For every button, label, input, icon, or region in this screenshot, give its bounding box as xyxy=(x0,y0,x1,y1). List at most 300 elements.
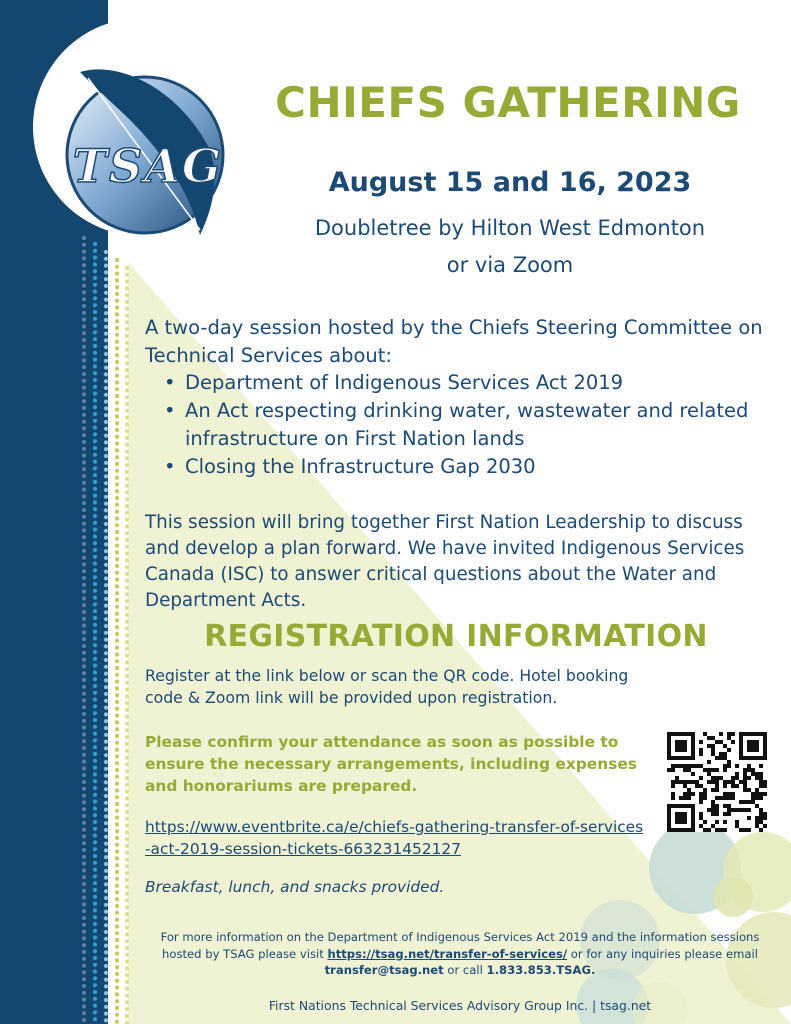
tsag-transfer-link[interactable]: https://tsag.net/transfer-of-services/ xyxy=(327,946,568,961)
decor-dot xyxy=(82,726,86,730)
decor-dot xyxy=(115,924,119,928)
decor-dot xyxy=(104,556,108,560)
decor-dot xyxy=(125,633,129,637)
decor-dot xyxy=(115,863,119,867)
decor-dot xyxy=(82,556,86,560)
decor-dot xyxy=(125,715,129,719)
decor-dot xyxy=(104,264,108,268)
decor-dot xyxy=(115,890,119,894)
decor-dot xyxy=(93,915,97,919)
decor-dot xyxy=(93,412,97,416)
decor-dot xyxy=(104,617,108,621)
decor-dot xyxy=(104,889,108,893)
decor-dot xyxy=(93,711,97,715)
decor-dot xyxy=(93,460,97,464)
decor-dot xyxy=(104,678,108,682)
list-item: • Department of Indigenous Services Act 2019 xyxy=(160,369,760,397)
decor-dot xyxy=(125,688,129,692)
footer-text: or call xyxy=(443,963,487,977)
decor-dot xyxy=(82,678,86,682)
decor-dot xyxy=(104,1005,108,1009)
decor-dot xyxy=(104,1012,108,1016)
decor-dot xyxy=(104,672,108,676)
decor-dot xyxy=(115,584,119,588)
decor-dot xyxy=(82,372,86,376)
decor-dot xyxy=(125,626,129,630)
decor-dot xyxy=(82,284,86,288)
decor-dot xyxy=(93,874,97,878)
decor-dot xyxy=(125,579,129,583)
decor-dot xyxy=(125,844,129,848)
decor-dot xyxy=(93,256,97,260)
decor-dot xyxy=(125,647,129,651)
decor-dot xyxy=(82,270,86,274)
decor-dot xyxy=(104,774,108,778)
decor-dot xyxy=(93,868,97,872)
decor-dot xyxy=(125,796,129,800)
decor-dot xyxy=(125,654,129,658)
decor-dot xyxy=(125,987,129,991)
decor-dot xyxy=(82,250,86,254)
decor-dot xyxy=(115,421,119,425)
decor-dot xyxy=(93,949,97,953)
decor-dot xyxy=(115,272,119,276)
decor-dot xyxy=(115,469,119,473)
decor-dot xyxy=(104,869,108,873)
decor-dot xyxy=(115,884,119,888)
decor-dot xyxy=(104,712,108,716)
decor-dot xyxy=(115,618,119,622)
decor-dot xyxy=(93,589,97,593)
decor-dot xyxy=(125,851,129,855)
decor-dot xyxy=(93,317,97,321)
page-title: CHIEFS GATHERING xyxy=(275,78,741,127)
decor-dot xyxy=(125,463,129,467)
decor-dot xyxy=(115,503,119,507)
decor-dot xyxy=(93,371,97,375)
decor-dot xyxy=(82,902,86,906)
decor-dot xyxy=(104,250,108,254)
decor-dot xyxy=(104,699,108,703)
decor-dot xyxy=(125,348,129,352)
decor-dot xyxy=(115,482,119,486)
decor-dot xyxy=(125,824,129,828)
decor-dot xyxy=(104,447,108,451)
decor-dot xyxy=(93,738,97,742)
decor-dot xyxy=(82,705,86,709)
decor-dot xyxy=(82,848,86,852)
decor-dot xyxy=(104,610,108,614)
decor-dot xyxy=(104,536,108,540)
decor-dot xyxy=(93,718,97,722)
decor-dot xyxy=(104,991,108,995)
decor-dot xyxy=(104,332,108,336)
decor-dot xyxy=(82,1004,86,1008)
decor-dot xyxy=(104,474,108,478)
decor-dot xyxy=(93,895,97,899)
decor-dot xyxy=(125,314,129,318)
decor-dot xyxy=(115,707,119,711)
decor-dot xyxy=(104,406,108,410)
decor-dot xyxy=(125,912,129,916)
decor-dot xyxy=(125,341,129,345)
decor-dot xyxy=(115,911,119,915)
decor-dot xyxy=(104,570,108,574)
decor-dot xyxy=(82,882,86,886)
email-link[interactable]: transfer@tsag.net xyxy=(324,963,444,977)
decor-dot xyxy=(93,630,97,634)
decor-dot xyxy=(82,984,86,988)
decor-dot xyxy=(125,395,129,399)
decor-dot xyxy=(125,898,129,902)
decor-dot xyxy=(125,558,129,562)
decor-dot xyxy=(82,651,86,655)
decor-dot xyxy=(115,829,119,833)
decor-dot xyxy=(125,830,129,834)
decor-dot xyxy=(104,522,108,526)
decor-dot xyxy=(125,620,129,624)
decor-dot xyxy=(82,535,86,539)
decor-dot xyxy=(104,862,108,866)
decor-dot xyxy=(125,871,129,875)
decor-dot xyxy=(104,298,108,302)
decor-dot xyxy=(93,575,97,579)
decor-dot xyxy=(104,1018,108,1022)
decor-dot xyxy=(125,375,129,379)
decor-dot xyxy=(82,576,86,580)
footer-text: For more information on the Department of Indigenous Services Act 2019 and the information sessions hosted by TSAG please visit xyxy=(160,930,760,961)
decor-dot xyxy=(115,346,119,350)
decor-dot xyxy=(125,953,129,957)
decor-dot xyxy=(104,828,108,832)
decor-dot xyxy=(125,606,129,610)
list-item: • An Act respecting drinking water, wastewater and related infrastructure on First Nation lands xyxy=(160,397,760,453)
decor-dot xyxy=(104,855,108,859)
decor-dot xyxy=(125,960,129,964)
decor-dot xyxy=(115,299,119,303)
decor-dot xyxy=(125,497,129,501)
decor-dot xyxy=(93,956,97,960)
decor-dot xyxy=(115,720,119,724)
decor-dot xyxy=(125,640,129,644)
decor-dot xyxy=(125,293,129,297)
decor-dot xyxy=(104,950,108,954)
decor-dot xyxy=(82,392,86,396)
decor-dot xyxy=(93,541,97,545)
decor-dot xyxy=(93,562,97,566)
registration-link[interactable]: https://www.eventbrite.ca/e/chiefs-gathering-transfer-of-services-act-2019-session-tickets-663231452127 xyxy=(145,818,644,858)
decor-dot xyxy=(125,817,129,821)
decor-dot xyxy=(125,728,129,732)
decor-dot xyxy=(82,868,86,872)
decor-dot xyxy=(125,1000,129,1004)
decor-dot xyxy=(93,942,97,946)
decor-dot xyxy=(82,732,86,736)
decor-dot xyxy=(125,422,129,426)
decor-dot xyxy=(125,599,129,603)
decor-dot xyxy=(93,364,97,368)
decor-dot xyxy=(115,571,119,575)
decor-dot xyxy=(115,904,119,908)
decor-dot xyxy=(125,694,129,698)
decor-dot xyxy=(104,651,108,655)
decor-dot xyxy=(115,435,119,439)
decor-dot xyxy=(115,408,119,412)
decor-dot xyxy=(93,976,97,980)
decor-dot xyxy=(82,474,86,478)
decor-dot xyxy=(104,910,108,914)
decor-dot xyxy=(115,625,119,629)
registration-text: Register at the link below or scan the QR code. Hotel booking code & Zoom link will be provided upon registration. xyxy=(145,666,629,707)
decor-dot xyxy=(115,748,119,752)
decor-dot xyxy=(104,780,108,784)
decor-dot xyxy=(104,413,108,417)
decor-dot xyxy=(115,659,119,663)
venue-line: Doubletree by Hilton West Edmonton xyxy=(314,216,706,240)
decor-dot xyxy=(125,667,129,671)
decor-dot xyxy=(93,385,97,389)
decor-dot xyxy=(125,769,129,773)
decor-dot xyxy=(115,428,119,432)
decor-dot xyxy=(125,864,129,868)
decor-dot xyxy=(93,500,97,504)
venue-line: or via Zoom xyxy=(446,253,574,277)
decor-dot xyxy=(93,936,97,940)
decor-dot xyxy=(93,820,97,824)
decor-dot xyxy=(93,616,97,620)
decor-dot xyxy=(93,296,97,300)
decor-dot xyxy=(115,652,119,656)
decor-dot xyxy=(115,979,119,983)
decor-dot xyxy=(125,1007,129,1011)
decor-dot xyxy=(82,1018,86,1022)
decor-dot xyxy=(104,930,108,934)
decor-dot xyxy=(104,488,108,492)
event-date: August 15 and 16, 2023 xyxy=(328,167,692,198)
decor-dot xyxy=(104,311,108,315)
decor-dot xyxy=(82,263,86,267)
decor-dot xyxy=(125,858,129,862)
decor-dot xyxy=(82,930,86,934)
decor-dot xyxy=(82,658,86,662)
decor-dot xyxy=(82,352,86,356)
decor-dot xyxy=(93,378,97,382)
decor-dot xyxy=(115,775,119,779)
decor-dot xyxy=(125,878,129,882)
decor-dot xyxy=(125,994,129,998)
decor-dot xyxy=(93,466,97,470)
decor-dot xyxy=(82,338,86,342)
decor-dot xyxy=(93,548,97,552)
decor-dot xyxy=(104,529,108,533)
decor-dot xyxy=(93,623,97,627)
decor-dot xyxy=(82,379,86,383)
decor-dot xyxy=(82,800,86,804)
decor-dot xyxy=(104,400,108,404)
decor-dot xyxy=(104,944,108,948)
decor-dot xyxy=(115,292,119,296)
decor-dot xyxy=(115,958,119,962)
decor-dot xyxy=(125,484,129,488)
decor-dot xyxy=(115,258,119,262)
decor-dot xyxy=(104,624,108,628)
footer-info xyxy=(150,929,770,979)
decor-dot xyxy=(115,489,119,493)
decor-dot xyxy=(115,992,119,996)
decor-dot xyxy=(115,442,119,446)
decor-dot xyxy=(93,487,97,491)
decor-dot xyxy=(82,399,86,403)
decor-dot xyxy=(93,609,97,613)
decor-dot xyxy=(125,722,129,726)
decor-dot xyxy=(104,903,108,907)
decor-dot xyxy=(93,766,97,770)
decor-dot xyxy=(104,957,108,961)
decor-dot xyxy=(93,704,97,708)
decor-dot xyxy=(82,896,86,900)
decor-dot xyxy=(125,708,129,712)
decor-dot xyxy=(104,461,108,465)
decor-dot xyxy=(82,542,86,546)
decor-dot xyxy=(104,468,108,472)
decor-dot xyxy=(115,394,119,398)
decor-dot xyxy=(115,414,119,418)
decor-dot xyxy=(93,405,97,409)
decor-dot xyxy=(104,706,108,710)
decor-dot xyxy=(115,850,119,854)
decor-dot xyxy=(93,446,97,450)
decor-dot xyxy=(104,515,108,519)
decor-dot xyxy=(104,760,108,764)
qr-code-icon[interactable] xyxy=(667,732,767,832)
decor-dot xyxy=(104,427,108,431)
decor-dot xyxy=(115,972,119,976)
decor-dot xyxy=(93,643,97,647)
decor-dot xyxy=(104,352,108,356)
decor-dot xyxy=(115,952,119,956)
decor-dot xyxy=(82,345,86,349)
decor-dot xyxy=(125,402,129,406)
decor-dot xyxy=(82,753,86,757)
decor-dot xyxy=(104,821,108,825)
decor-dot xyxy=(93,392,97,396)
decor-dot xyxy=(115,761,119,765)
decor-dot xyxy=(115,1006,119,1010)
decor-dot xyxy=(125,572,129,576)
decor-dot xyxy=(82,970,86,974)
decor-dot xyxy=(82,447,86,451)
decor-dot xyxy=(115,367,119,371)
decor-dot xyxy=(115,564,119,568)
decor-dot xyxy=(115,945,119,949)
decor-dot xyxy=(104,495,108,499)
event-venue xyxy=(260,210,760,284)
decor-dot xyxy=(115,380,119,384)
decor-dot xyxy=(125,354,129,358)
decor-dot xyxy=(115,646,119,650)
decor-dot xyxy=(93,902,97,906)
decor-dot xyxy=(115,836,119,840)
decor-dot xyxy=(93,657,97,661)
decor-dot xyxy=(82,807,86,811)
decor-dot xyxy=(93,881,97,885)
decor-dot xyxy=(104,746,108,750)
decor-dot xyxy=(82,549,86,553)
decor-dot xyxy=(82,603,86,607)
decor-dot xyxy=(125,409,129,413)
decor-dot xyxy=(125,735,129,739)
decor-dot xyxy=(93,922,97,926)
decor-dot xyxy=(82,909,86,913)
decor-dot xyxy=(125,470,129,474)
decor-dot xyxy=(104,338,108,342)
decor-dot xyxy=(115,1020,119,1024)
decor-dot xyxy=(115,686,119,690)
decor-dot xyxy=(104,896,108,900)
decor-dot xyxy=(115,326,119,330)
decor-dot xyxy=(115,795,119,799)
decor-dot xyxy=(125,681,129,685)
decor-dot xyxy=(82,991,86,995)
decor-dot xyxy=(82,508,86,512)
decor-dot xyxy=(104,740,108,744)
decor-dot xyxy=(104,984,108,988)
decor-dot xyxy=(82,814,86,818)
decor-dot xyxy=(115,462,119,466)
decor-dot xyxy=(104,583,108,587)
decor-dot xyxy=(125,565,129,569)
decor-dot xyxy=(125,756,129,760)
decor-dot xyxy=(82,413,86,417)
decor-dot xyxy=(82,331,86,335)
decor-circle xyxy=(713,877,753,917)
decor-dot xyxy=(104,842,108,846)
decor-dot xyxy=(115,1013,119,1017)
decor-dot xyxy=(125,742,129,746)
decor-dot xyxy=(93,419,97,423)
decor-dot xyxy=(125,266,129,270)
decor-dot xyxy=(82,828,86,832)
decor-dot xyxy=(125,511,129,515)
decor-dot xyxy=(82,834,86,838)
decor-dot xyxy=(115,353,119,357)
decor-dot xyxy=(125,790,129,794)
decor-dot xyxy=(104,386,108,390)
decor-dot xyxy=(115,496,119,500)
decor-dot xyxy=(104,563,108,567)
decor-dot xyxy=(82,746,86,750)
decor-dot xyxy=(115,741,119,745)
decor-dot xyxy=(93,684,97,688)
decor-dot xyxy=(104,440,108,444)
decor-dot xyxy=(93,568,97,572)
decor-dot xyxy=(82,630,86,634)
decor-dot xyxy=(82,460,86,464)
decor-dot xyxy=(93,426,97,430)
decor-dot xyxy=(115,666,119,670)
decor-dot xyxy=(125,885,129,889)
decor-dot xyxy=(93,793,97,797)
decor-dot xyxy=(82,522,86,526)
decor-dot xyxy=(115,802,119,806)
decor-dot xyxy=(125,286,129,290)
decor-dot xyxy=(82,712,86,716)
decor-dot xyxy=(82,766,86,770)
decor-dot xyxy=(115,612,119,616)
decor-dot xyxy=(82,692,86,696)
decor-dot xyxy=(104,420,108,424)
tsag-logo xyxy=(50,60,250,250)
